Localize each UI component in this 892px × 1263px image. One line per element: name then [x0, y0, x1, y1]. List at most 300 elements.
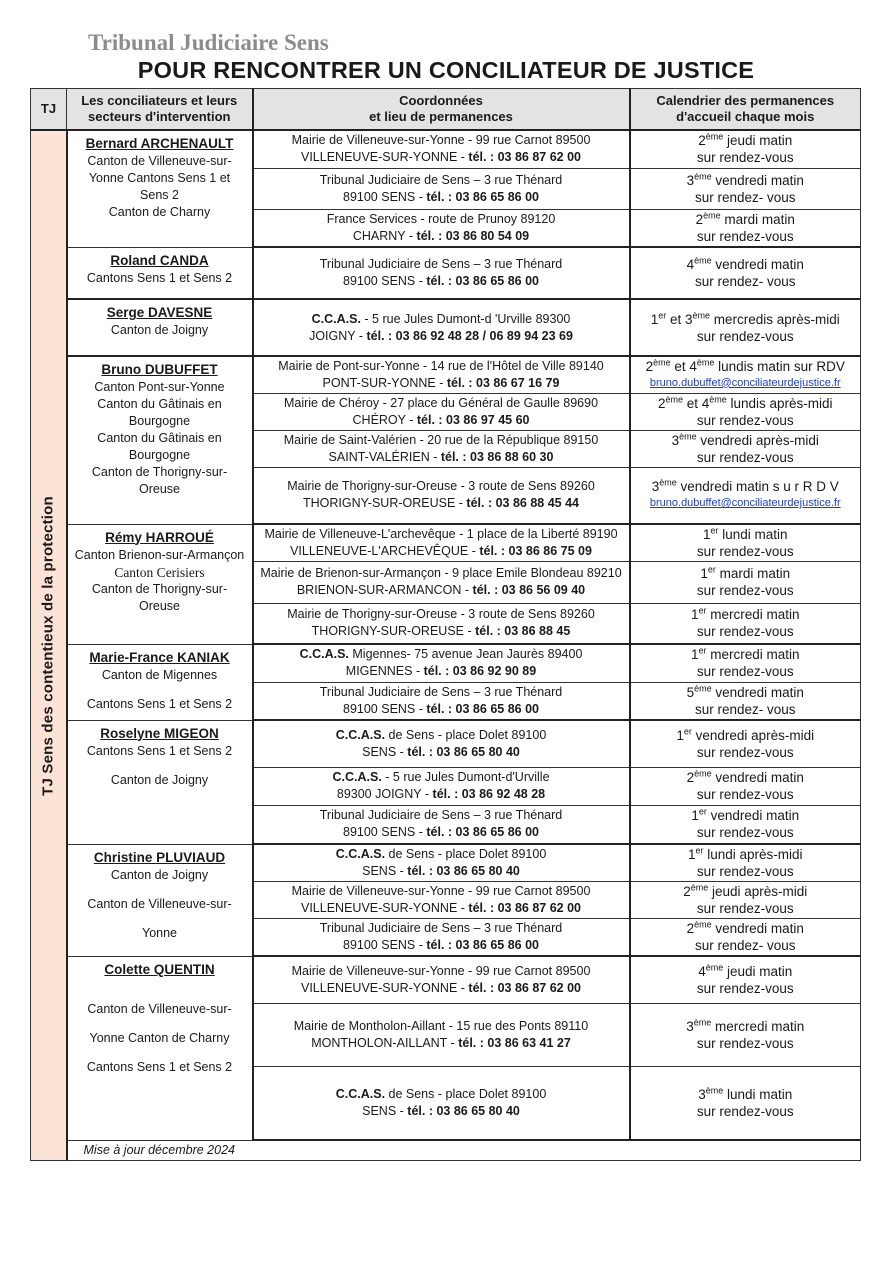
table-row — [31, 130, 861, 168]
calendar-day — [631, 727, 861, 744]
location-phone: tél. : 03 86 88 45 — [475, 624, 571, 639]
location-phone: tél. : 03 86 65 80 40 — [407, 1103, 520, 1118]
location-org: C.C.A.S. — [335, 1086, 386, 1101]
calendar-day — [631, 172, 861, 189]
header-coordinates: Coordonnées et lieu de permanences — [253, 89, 630, 131]
location-phone: tél. : 03 86 65 86 00 — [426, 825, 539, 840]
conciliator-name: Bruno DUBUFFET — [101, 362, 218, 377]
location-cell — [253, 247, 630, 299]
calendar-cell — [630, 247, 861, 299]
conciliator-name: Colette QUENTIN — [104, 961, 215, 977]
email-link[interactable]: bruno.dubuffet@conciliateurdejustice.fr — [649, 497, 841, 510]
calendar-day — [631, 565, 861, 582]
location-phone: tél. : 03 86 88 45 44 — [466, 496, 580, 511]
location-street: Mairie de Brienon-sur-Armançon - 9 place Emile Blondeau 89210 — [260, 566, 622, 580]
location-phone: tél. : 03 86 87 62 00 — [468, 150, 581, 165]
location-street: Mairie de Thorigny-sur-Oreuse - 3 route de Sens 89260 — [287, 607, 595, 622]
location-cell — [253, 767, 630, 805]
canton-line: Canton du Gâtinais en — [97, 431, 222, 445]
location-street: - 5 rue Jules Dumont-d 'Urville 89300 — [360, 311, 571, 326]
conciliator-cell — [67, 720, 253, 844]
conciliator-table-wrapper — [30, 88, 860, 1161]
calendar-cell — [630, 603, 861, 644]
location-street: - 5 rue Jules Dumont-d'Urville — [381, 770, 550, 784]
location-address — [254, 769, 629, 786]
canton-line: Canton de Thorigny-sur- — [91, 581, 228, 596]
calendar-cell — [630, 767, 861, 805]
location-town: MIGENNES - — [345, 664, 424, 679]
location-address — [254, 606, 629, 623]
location-address — [254, 963, 629, 980]
calendar-text: 1er mercredi matin — [690, 645, 800, 663]
location-cell — [253, 682, 630, 720]
calendar-appointment: sur rendez- vous — [694, 274, 796, 289]
location-street: Mairie de Chéroy - 27 place du Général de Gaulle 89690 — [283, 395, 599, 410]
calendar-appointment: sur rendez-vous — [696, 825, 794, 841]
location-cell — [253, 1003, 630, 1066]
calendar-day — [631, 358, 861, 375]
location-cell — [253, 1066, 630, 1140]
calendar-appointment: sur rendez-vous — [696, 624, 794, 640]
canton-line: Oreuse — [139, 598, 180, 613]
canton-line: Cantons Sens 1 et Sens 2 — [86, 743, 233, 758]
location-phone-line — [254, 980, 629, 997]
calendar-text: 2ème et 4ème lundis matin sur RDV — [645, 357, 845, 374]
calendar-appointment: sur rendez-vous — [696, 449, 794, 465]
calendar-cell — [630, 805, 861, 844]
location-street: de Sens - place Dolet 89100 — [385, 846, 547, 861]
location-cell — [253, 356, 630, 393]
location-cell — [253, 561, 630, 603]
conciliator-cell — [67, 299, 253, 356]
location-phone-line — [254, 663, 629, 680]
calendar-day — [631, 432, 861, 449]
location-phone-line — [254, 701, 629, 718]
calendar-day — [631, 311, 861, 328]
location-cell — [253, 603, 630, 644]
calendar-day — [631, 526, 861, 543]
header-conciliators: Les conciliateurs et leurs secteurs d'intervention — [67, 89, 253, 131]
canton-line: Canton de Thorigny-sur- — [91, 465, 228, 479]
calendar-appointment: sur rendez-vous — [696, 228, 794, 244]
calendar-day — [631, 684, 861, 701]
location-town: MONTHOLON-AILLANT - — [311, 1035, 459, 1050]
location-town: 89100 SENS - — [343, 274, 427, 288]
location-phone: tél. : 03 86 56 09 40 — [472, 583, 586, 597]
location-street: Tribunal Judiciaire de Sens – 3 rue Thénard — [319, 172, 563, 187]
conciliator-cell — [67, 356, 253, 524]
page-title: POUR RENCONTRER UN CONCILIATEUR DE JUSTICE — [137, 57, 755, 83]
location-phone: tél. : 03 86 87 62 00 — [468, 900, 581, 915]
location-address — [254, 358, 629, 375]
location-phone-line — [254, 543, 629, 560]
location-phone-line — [254, 1103, 629, 1120]
location-org: C.C.A.S. — [332, 770, 382, 784]
location-cell — [253, 168, 630, 209]
location-cell — [253, 844, 630, 881]
location-org: C.C.A.S. — [311, 311, 361, 326]
conciliator-name: Roselyne MIGEON — [100, 725, 219, 741]
location-org: C.C.A.S. — [335, 727, 386, 742]
calendar-cell — [630, 1066, 861, 1140]
location-town: 89100 SENS - — [343, 937, 427, 952]
location-town: SENS - — [362, 863, 408, 878]
location-cell — [253, 918, 630, 956]
location-phone-line — [254, 449, 629, 466]
location-address — [254, 132, 629, 149]
location-phone-line — [254, 495, 629, 512]
location-street: Mairie de Saint-Valérien - 20 rue de la République 89150 — [283, 432, 599, 447]
location-phone-line — [254, 189, 629, 206]
calendar-cell — [630, 430, 861, 467]
tj-side-label-rest: des contentieux de la protection — [39, 495, 57, 737]
location-street: Mairie de Villeneuve-L'archevêque - 1 place de la Liberté 89190 — [264, 526, 618, 541]
calendar-appointment: sur rendez- vous — [694, 701, 796, 717]
canton-line: Bourgogne — [128, 414, 191, 428]
calendar-cell — [630, 682, 861, 720]
calendar-cell — [630, 393, 861, 430]
canton-line: Yonne — [142, 925, 177, 940]
location-address — [254, 883, 629, 900]
location-cell — [253, 644, 630, 682]
location-street: France Services - route de Prunoy 89120 — [326, 211, 556, 226]
calendar-text: 4ème vendredi matin — [686, 255, 804, 272]
canton-line: Canton de Migennes — [101, 667, 218, 682]
canton-line: Yonne Canton de Charny — [89, 1030, 230, 1045]
location-town: THORIGNY-SUR-OREUSE - — [302, 496, 467, 511]
spacer — [74, 760, 246, 772]
calendar-text: 1er lundi matin — [702, 525, 788, 542]
location-phone: tél. : 03 86 65 86 00 — [426, 701, 539, 716]
calendar-text: 2ème jeudi après-midi — [683, 882, 808, 899]
calendar-cell — [630, 130, 861, 168]
email-link[interactable]: bruno.dubuffet@conciliateurdejustice.fr — [649, 376, 841, 389]
table-header-row — [31, 89, 861, 131]
canton-line: Canton Pont-sur-Yonne — [94, 380, 225, 394]
tj-side-label — [40, 496, 57, 796]
calendar-appointment: sur rendez-vous — [696, 1103, 794, 1119]
location-phone-line — [254, 149, 629, 166]
calendar-cell — [630, 168, 861, 209]
canton-line: Canton de Joigny — [110, 867, 209, 882]
location-phone-line — [254, 744, 629, 761]
canton-line: Cantons Sens 1 et Sens 2 — [86, 696, 233, 711]
location-address — [254, 646, 629, 663]
location-street: Mairie de Villeneuve-sur-Yonne - 99 rue Carnot 89500 — [291, 963, 591, 978]
calendar-cell — [630, 467, 861, 524]
conciliator-cell — [67, 644, 253, 720]
location-address — [254, 727, 629, 744]
calendar-day — [631, 963, 861, 980]
calendar-appointment: sur rendez-vous — [696, 980, 794, 996]
canton-line: Canton de Joigny — [110, 772, 209, 787]
conciliator-name: Serge DAVESNE — [106, 305, 213, 320]
location-street: Mairie de Villeneuve-sur-Yonne - 99 rue Carnot 89500 — [291, 883, 591, 898]
calendar-cell — [630, 844, 861, 881]
location-cell — [253, 956, 630, 1003]
header-calendar: Calendrier des permanences d'accueil chaque mois — [630, 89, 861, 131]
conciliator-name: Bernard ARCHENAULT — [85, 136, 234, 151]
calendar-day — [631, 883, 861, 900]
calendar-day — [631, 211, 861, 228]
canton-line: Sens 2 — [140, 188, 179, 202]
calendar-cell — [630, 1003, 861, 1066]
conciliator-cell — [67, 956, 253, 1140]
calendar-text: 1er vendredi matin — [691, 806, 800, 824]
calendar-text: 1er et 3ème mercredis après-midi — [650, 310, 840, 327]
location-phone: tél. : 03 86 65 86 00 — [426, 937, 539, 952]
calendar-cell — [630, 299, 861, 356]
location-phone-line — [254, 228, 629, 245]
calendar-text: 2ème mardi matin — [695, 210, 795, 227]
canton-line: Oreuse — [139, 482, 180, 496]
tj-side-label-bold: TJ Sens — [39, 736, 57, 796]
location-phone: tél. : 03 86 88 60 30 — [440, 449, 554, 464]
calendar-text: 2ème vendredi matin — [686, 768, 804, 785]
calendar-text: 5ème vendredi matin — [686, 683, 804, 700]
table-row — [31, 720, 861, 767]
location-town: VILLENEUVE-L'ARCHEVÊQUE - — [290, 543, 480, 558]
location-address — [254, 211, 629, 228]
location-cell — [253, 805, 630, 844]
location-phone: tél. : 03 86 63 41 27 — [458, 1035, 571, 1050]
spacer — [74, 979, 246, 1001]
location-phone-line — [254, 786, 629, 803]
location-town: PONT-SUR-YONNE - — [322, 375, 447, 390]
table-row — [31, 356, 861, 393]
calendar-cell — [630, 881, 861, 918]
table-row — [31, 524, 861, 561]
calendar-day — [631, 920, 861, 937]
calendar-appointment: sur rendez-vous — [696, 583, 794, 598]
canton-line: Canton Brienon-sur-Armançon — [74, 547, 245, 562]
spacer — [74, 1018, 246, 1030]
canton-line: Canton Cerisiers — [114, 564, 205, 580]
location-town: CHÉROY - — [352, 412, 417, 427]
calendar-cell — [630, 356, 861, 393]
spacer — [74, 684, 246, 696]
location-address — [254, 432, 629, 449]
calendar-cell — [630, 209, 861, 247]
calendar-appointment: sur rendez-vous — [696, 412, 794, 428]
location-town: THORIGNY-SUR-OREUSE - — [311, 624, 476, 639]
calendar-cell — [630, 561, 861, 603]
calendar-appointment: sur rendez-vous — [696, 150, 794, 166]
location-phone: tél. : 03 86 97 45 60 — [416, 412, 530, 427]
location-town: SAINT-VALÉRIEN - — [328, 449, 441, 464]
canton-line: Cantons Sens 1 et Sens 2 — [86, 1059, 233, 1074]
table-row — [31, 247, 861, 299]
location-town: 89100 SENS - — [343, 701, 427, 716]
location-phone: tél. : 03 86 92 90 89 — [423, 664, 537, 679]
calendar-cell — [630, 524, 861, 561]
location-street: de Sens - place Dolet 89100 — [385, 1086, 547, 1101]
location-org: C.C.A.S. — [335, 846, 386, 861]
canton-line: Yonne Cantons Sens 1 et — [88, 171, 231, 185]
conciliator-name: Marie-France KANIAK — [89, 649, 230, 665]
location-phone-line — [254, 863, 629, 880]
location-town: 89100 SENS - — [343, 825, 427, 840]
location-town: JOIGNY - — [309, 328, 367, 343]
calendar-text: 1er mardi matin — [700, 564, 791, 581]
location-address — [254, 684, 629, 701]
calendar-text: 2ème jeudi matin — [698, 131, 793, 149]
calendar-text: 1er lundi après-midi — [687, 845, 803, 862]
calendar-appointment: sur rendez-vous — [696, 744, 794, 760]
location-street: Mairie de Thorigny-sur-Oreuse - 3 route de Sens 89260 — [287, 479, 595, 494]
location-phone: tél. : 03 86 80 54 09 — [416, 228, 530, 243]
location-cell — [253, 881, 630, 918]
location-cell — [253, 720, 630, 767]
location-phone-line — [254, 824, 629, 841]
location-street: de Sens - place Dolet 89100 — [385, 727, 547, 742]
tj-side-cell — [31, 130, 67, 1161]
location-town: VILLENEUVE-SUR-YONNE - — [301, 900, 469, 915]
location-phone-line — [254, 900, 629, 917]
location-phone: tél. : 03 86 65 86 00 — [426, 274, 539, 288]
court-title: Tribunal Judiciaire Sens — [88, 30, 329, 55]
location-town: 89300 JOIGNY - — [336, 787, 433, 801]
location-cell — [253, 209, 630, 247]
location-phone: tél. : 03 86 65 86 00 — [426, 189, 539, 204]
location-street: Tribunal Judiciaire de Sens – 3 rue Thénard — [319, 684, 563, 699]
calendar-day — [631, 769, 861, 786]
spacer — [74, 884, 246, 896]
calendar-appointment: sur rendez-vous — [696, 900, 794, 916]
location-address — [254, 172, 629, 189]
calendar-text: 1er vendredi après-midi — [676, 726, 815, 743]
calendar-day — [631, 846, 861, 863]
calendar-cell — [630, 918, 861, 956]
location-phone-line — [254, 375, 629, 392]
location-phone-line — [254, 937, 629, 954]
update-note: Mise à jour décembre 2024 — [67, 1140, 861, 1161]
canton-line: Canton de Charny — [108, 205, 211, 219]
location-phone-line — [254, 412, 629, 429]
canton-line: Canton de Villeneuve-sur- — [87, 896, 232, 911]
conciliator-name: Roland CANDA — [110, 252, 209, 268]
location-town: CHARNY - — [352, 228, 417, 243]
location-phone: tél. : 03 86 65 80 40 — [407, 744, 520, 759]
location-cell — [253, 524, 630, 561]
calendar-day — [631, 132, 861, 149]
location-town: VILLENEUVE-SUR-YONNE - — [301, 150, 469, 165]
location-address — [254, 1018, 629, 1035]
location-address — [254, 526, 629, 543]
location-phone-line — [254, 1035, 629, 1052]
canton-line: Canton de Villeneuve-sur- — [87, 1001, 232, 1016]
calendar-day — [631, 606, 861, 623]
spacer — [74, 913, 246, 925]
location-street: Mairie de Montholon-Aillant - 15 rue des Ponts 89110 — [293, 1018, 589, 1033]
calendar-text: 1er mercredi matin — [690, 605, 800, 623]
conciliator-table — [30, 88, 861, 1161]
calendar-appointment: sur rendez- vous — [694, 937, 796, 953]
location-phone: tél. : 03 86 86 75 09 — [479, 543, 592, 558]
canton-line: Canton de Villeneuve-sur- — [87, 154, 232, 168]
calendar-text: 4ème jeudi matin — [698, 962, 793, 979]
calendar-day — [631, 807, 861, 824]
location-address — [254, 478, 629, 495]
location-address — [254, 395, 629, 412]
location-phone-line — [254, 582, 629, 599]
location-town: SENS - — [362, 744, 408, 759]
conciliator-cell — [67, 844, 253, 956]
header-tj: TJ — [31, 89, 67, 131]
calendar-text: 3ème lundi matin — [698, 1085, 793, 1102]
location-street: Tribunal Judiciaire de Sens – 3 rue Thénard — [319, 920, 563, 935]
location-phone: tél. : 03 86 92 48 28 — [432, 787, 546, 801]
conciliator-cell — [67, 524, 253, 644]
location-address — [254, 807, 629, 824]
location-cell — [253, 393, 630, 430]
location-cell — [253, 430, 630, 467]
calendar-appointment: sur rendez-vous — [696, 863, 794, 879]
calendar-cell — [630, 644, 861, 682]
canton-line: Cantons Sens 1 et Sens 2 — [86, 270, 233, 285]
calendar-text: 3ème vendredi matin — [686, 171, 804, 188]
location-street: Migennes- 75 avenue Jean Jaurès 89400 — [348, 647, 583, 662]
conciliator-cell — [67, 130, 253, 247]
calendar-appointment: sur rendez-vous — [696, 543, 794, 559]
location-street: Mairie de Villeneuve-sur-Yonne - 99 rue Carnot 89500 — [291, 133, 591, 148]
location-address — [254, 256, 629, 273]
location-phone-line — [254, 273, 629, 290]
calendar-appointment: sur rendez-vous — [696, 787, 794, 802]
canton-line: Canton de Joigny — [110, 323, 209, 337]
location-cell — [253, 467, 630, 524]
calendar-day — [631, 478, 861, 495]
canton-line: Canton du Gâtinais en — [97, 397, 222, 411]
calendar-day — [631, 256, 861, 273]
location-street: Mairie de Pont-sur-Yonne - 14 rue de l'Hôtel de Ville 89140 — [278, 358, 604, 373]
location-address — [254, 920, 629, 937]
location-phone: tél. : 03 86 87 62 00 — [468, 980, 581, 995]
location-org: C.C.A.S. — [299, 647, 349, 662]
calendar-appointment: sur rendez- vous — [694, 189, 796, 205]
calendar-appointment: sur rendez-vous — [696, 328, 794, 344]
location-phone: tél. : 03 86 67 16 79 — [446, 375, 560, 390]
calendar-appointment: sur rendez-vous — [696, 1035, 794, 1051]
conciliator-name: Christine PLUVIAUD — [93, 849, 226, 865]
calendar-cell — [630, 720, 861, 767]
location-town: VILLENEUVE-SUR-YONNE - — [301, 980, 469, 995]
location-address — [254, 1086, 629, 1103]
location-phone-line — [254, 328, 629, 345]
table-row — [31, 844, 861, 881]
conciliator-cell — [67, 247, 253, 299]
calendar-text: 2ème et 4ème lundis après-midi — [657, 394, 833, 411]
location-phone: tél. : 03 86 65 80 40 — [407, 863, 520, 878]
spacer — [74, 1047, 246, 1059]
canton-line: Bourgogne — [128, 448, 191, 462]
calendar-day — [631, 646, 861, 663]
location-address — [254, 311, 629, 328]
calendar-text: 3ème mercredi matin — [686, 1017, 805, 1034]
footer-row — [31, 1140, 861, 1161]
table-row — [31, 956, 861, 1003]
calendar-day — [631, 1018, 861, 1035]
location-phone-line — [254, 623, 629, 640]
calendar-text: 3ème vendredi matin s u r R D V — [651, 477, 839, 495]
location-phone: tél. : 03 86 92 48 28 / 06 89 94 23 69 — [366, 328, 573, 343]
calendar-cell — [630, 956, 861, 1003]
location-address — [254, 565, 629, 582]
location-cell — [253, 299, 630, 356]
calendar-day — [631, 1086, 861, 1103]
location-street: Tribunal Judiciaire de Sens – 3 rue Thénard — [319, 808, 563, 823]
calendar-text: 3ème vendredi après-midi — [671, 431, 819, 448]
